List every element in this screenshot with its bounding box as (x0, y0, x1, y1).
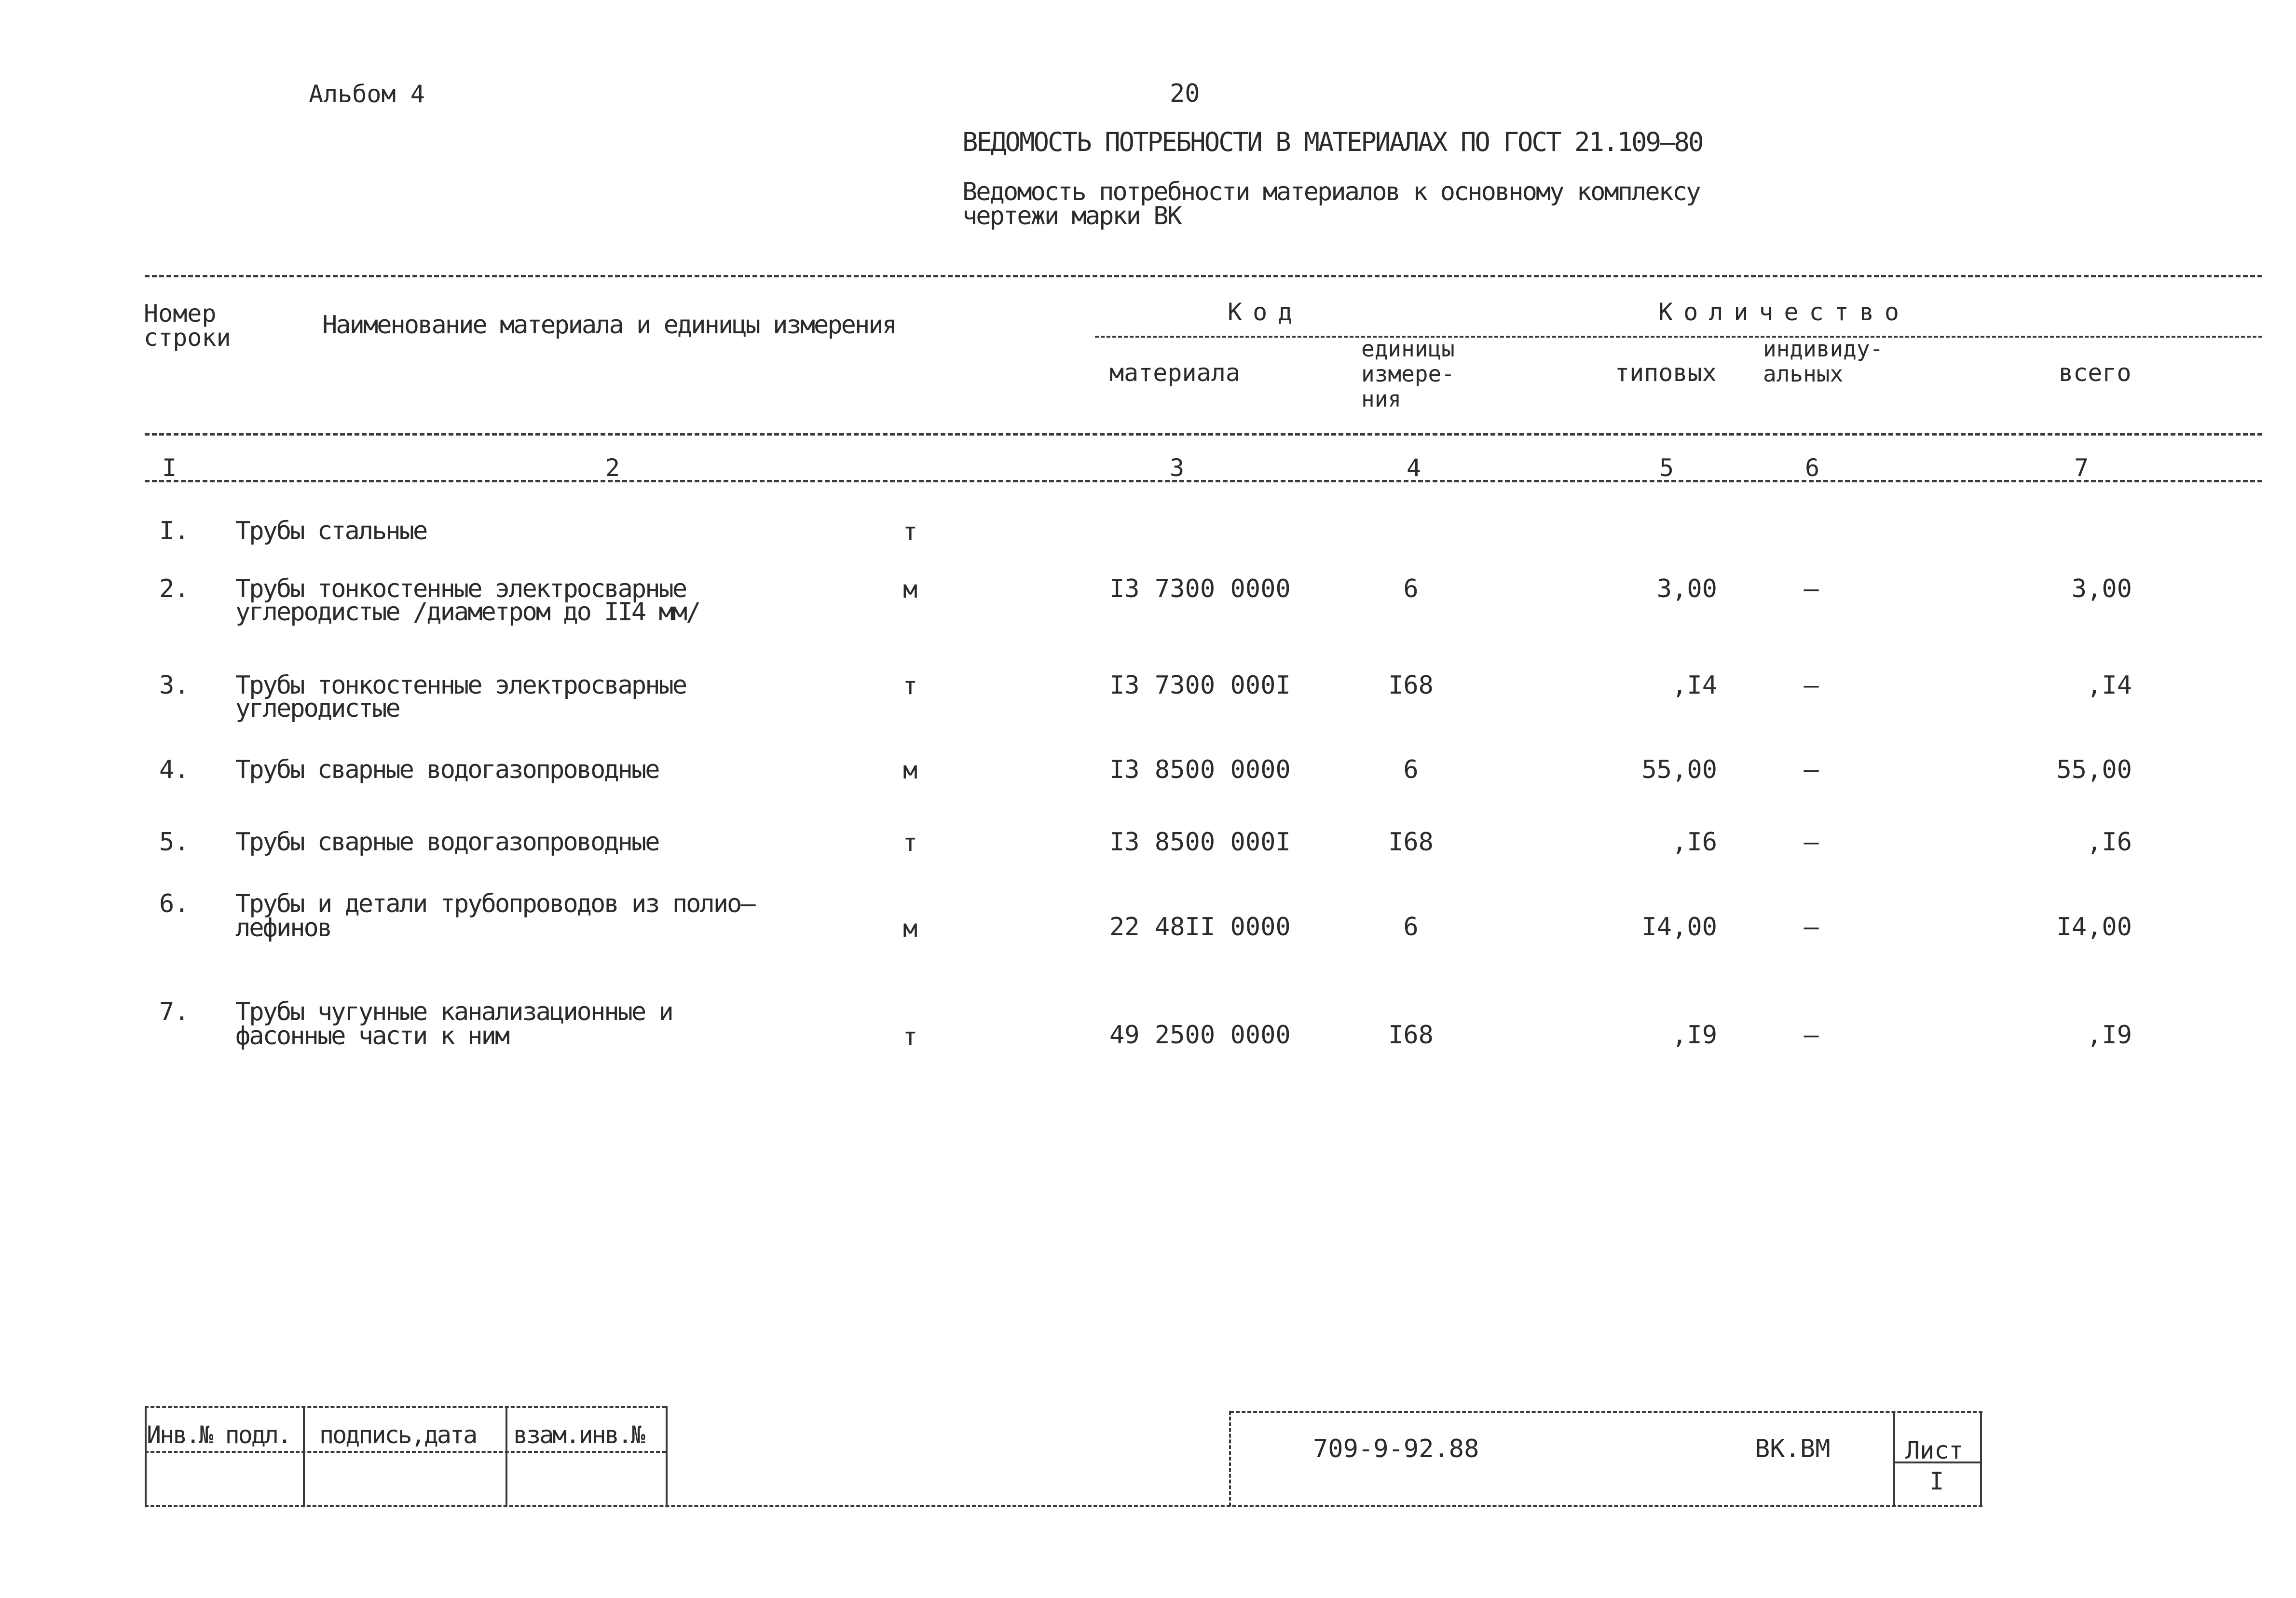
header-bottom-rule (145, 433, 2262, 436)
column-number-5: 5 (1659, 454, 1674, 482)
row-unit: м (903, 756, 918, 784)
row-material-name: Трубы тонкостенные электросварные (235, 671, 686, 700)
row-qty-typical: ,I6 (1672, 828, 1717, 857)
row-unit: м (903, 915, 918, 942)
table-row (0, 891, 2296, 959)
row-qty-individual: – (1804, 913, 1819, 942)
row-number: 4. (159, 755, 190, 784)
row-qty-typical: I4,00 (1641, 913, 1717, 942)
header-material-name: Наименование материала и единицы измерения (322, 311, 896, 340)
document-subtitle-line1: Ведомость потребности материалов к основному комплексу (962, 178, 1700, 206)
stamp-divider-1 (303, 1406, 305, 1507)
row-number: 3. (159, 671, 190, 700)
header-code-material: материала (1109, 359, 1240, 387)
header-code-group: Код (1228, 298, 1303, 326)
row-material-name-cont: лефинов (235, 914, 331, 942)
row-qty-total: ,I4 (2087, 671, 2132, 700)
row-number: 6. (159, 889, 190, 918)
header-row-number-line2: строки (144, 324, 231, 352)
table-row (0, 999, 2296, 1067)
stamp-inv-podl: Инв.№ подл. (147, 1421, 291, 1449)
stamp-right-left-border (1229, 1411, 1231, 1506)
row-qty-total: ,I6 (2087, 828, 2132, 857)
row-qty-individual: – (1804, 828, 1819, 857)
stamp-divider-3 (666, 1406, 668, 1507)
stamp-divider-2 (506, 1406, 507, 1507)
row-material-name: Трубы стальные (235, 517, 427, 546)
row-qty-typical: ,I4 (1672, 671, 1717, 700)
row-qty-typical: ,I9 (1672, 1021, 1717, 1050)
row-material-code: 49 2500 0000 (1109, 1021, 1291, 1050)
row-material-code: I3 8500 000I (1109, 828, 1291, 857)
header-qty-individual-line2: альных (1763, 361, 1844, 387)
column-number-1: I (162, 454, 177, 482)
row-qty-total: 55,00 (2056, 755, 2132, 784)
row-unit: т (903, 1023, 918, 1051)
stamp-bottom-rule (145, 1505, 1982, 1507)
row-material-name: Трубы тонкостенные электросварные (235, 574, 686, 603)
stamp-vzam-inv: взам.инв.№ (513, 1421, 644, 1449)
row-material-code: I3 7300 000I (1109, 671, 1291, 700)
row-qty-individual: – (1804, 1021, 1819, 1050)
row-material-name-cont: фасонные части к ним (235, 1022, 509, 1051)
stamp-right-border (1980, 1411, 1982, 1506)
album-label: Альбом 4 (309, 80, 425, 108)
row-qty-individual: – (1804, 671, 1819, 700)
row-qty-total: 3,00 (2071, 574, 2132, 603)
row-qty-individual: – (1804, 755, 1819, 784)
stamp-left-top-rule (145, 1406, 666, 1408)
row-number: 7. (159, 997, 190, 1026)
row-material-name: Трубы чугунные канализационные и (235, 997, 672, 1026)
row-unit: т (903, 829, 918, 857)
header-qty-individual-line1: индивиду- (1763, 336, 1884, 362)
column-numbers-rule (145, 480, 2262, 482)
table-top-rule (145, 275, 2262, 277)
row-number: 5. (159, 828, 190, 857)
stamp-sheet-label: Лист (1905, 1436, 1964, 1464)
header-qty-typical: типовых (1615, 359, 1717, 387)
row-material-code: I3 7300 0000 (1109, 574, 1291, 603)
table-row (0, 830, 2296, 859)
document-subtitle-line2: чертежи марки ВК (962, 202, 1181, 231)
stamp-right-top-rule (1230, 1411, 1982, 1413)
row-number: 2. (159, 574, 190, 603)
row-unit-code: 6 (1403, 913, 1419, 942)
row-qty-total: I4,00 (2056, 913, 2132, 942)
table-row (0, 757, 2296, 786)
row-unit-code: I68 (1388, 828, 1434, 857)
header-qty-total: всего (2059, 359, 2132, 387)
table-row (0, 673, 2296, 726)
header-quantity-group: Количество (1658, 298, 1910, 326)
row-unit-code: 6 (1403, 755, 1419, 784)
column-number-4: 4 (1407, 454, 1421, 482)
row-unit-code: I68 (1388, 1021, 1434, 1050)
row-unit: м (903, 575, 918, 603)
table-row (0, 576, 2296, 629)
row-material-name-cont: углеродистые /диаметром до II4 мм/ (235, 598, 700, 627)
row-qty-typical: 55,00 (1641, 755, 1717, 784)
table-row (0, 519, 2296, 547)
column-number-7: 7 (2074, 454, 2089, 482)
column-number-6: 6 (1805, 454, 1820, 482)
stamp-left-mid-rule (145, 1451, 666, 1453)
header-code-unit-line3: ния (1361, 386, 1402, 412)
stamp-sheet-number: I (1929, 1467, 1944, 1495)
stamp-document-code: 709-9-92.88 (1313, 1434, 1479, 1463)
row-unit: т (903, 672, 918, 700)
stamp-mark: ВК.ВМ (1755, 1434, 1831, 1463)
row-qty-individual: – (1804, 574, 1819, 603)
row-material-name: Трубы сварные водогазопроводные (235, 755, 659, 784)
row-material-code: I3 8500 0000 (1109, 755, 1291, 784)
row-material-name: Трубы и детали трубопроводов из полио– (235, 889, 754, 918)
row-material-name-cont: углеродистые (235, 694, 399, 723)
row-qty-total: ,I9 (2087, 1021, 2132, 1050)
page-number: 20 (1170, 79, 1200, 108)
stamp-podpis-data: подпись,дата (319, 1421, 477, 1449)
row-unit-code: 6 (1403, 574, 1419, 603)
header-row-number-line1: Номер (144, 300, 217, 328)
row-number: I. (159, 517, 190, 546)
row-material-code: 22 48II 0000 (1109, 913, 1291, 942)
column-number-3: 3 (1170, 454, 1185, 482)
column-number-2: 2 (605, 454, 620, 482)
row-unit-code: I68 (1388, 671, 1434, 700)
row-unit: т (903, 518, 918, 546)
row-material-name: Трубы сварные водогазопроводные (235, 828, 659, 857)
row-qty-typical: 3,00 (1656, 574, 1717, 603)
code-group-rule (1095, 336, 2262, 338)
header-code-unit-line1: единицы (1361, 336, 1455, 362)
header-code-unit-line2: измере- (1361, 361, 1455, 387)
document-title: ВЕДОМОСТЬ ПОТРЕБНОСТИ В МАТЕРИАЛАХ ПО ГОСТ 21.109–80 (962, 127, 1703, 157)
